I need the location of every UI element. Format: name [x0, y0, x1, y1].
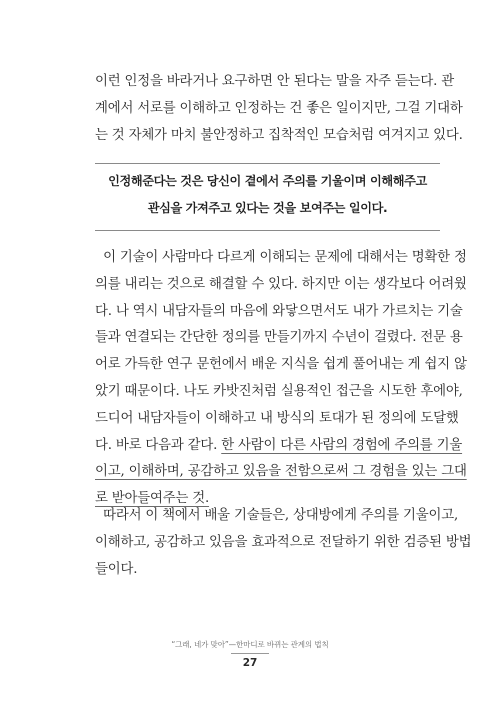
highlight-line-2: 관심을 가져주고 있다는 것을 보여주는 일이다. [147, 201, 388, 215]
text-line: 이해하고, 공감하고 있음을 효과적으로 전달하기 위한 검증된 방법 [95, 534, 472, 550]
paragraph-definition [95, 245, 467, 513]
highlight-line-1: 인정해준다는 것은 당신이 곁에서 주의를 기울이며 이해해주고 [108, 174, 427, 188]
text-line: 이런 인정을 바라거나 요구하면 안 된다는 말을 자주 듣는다. 관 [95, 74, 454, 89]
page-number: 27 [242, 657, 258, 669]
text-line: 계에서 서로를 이해하고 인정하는 건 좋은 일이지만, 그걸 기대하 [95, 100, 463, 116]
footer-divider [231, 653, 269, 654]
text-line [95, 433, 463, 460]
underlined-definition-middle: 이고, 이해하며, 공감하고 있음을 전함으로써 그 경험을 있는 그대 [95, 464, 467, 480]
text-line: 는 것 자체가 마치 불안정하고 집착적인 모습처럼 여겨지고 있다. [95, 127, 463, 143]
running-title: “그래, 네가 맞아”—한마디로 바뀌는 관계의 법칙 [171, 640, 329, 649]
paragraph-intro [95, 69, 463, 149]
underlined-definition-start: 한 사람이 다른 사람의 경험에 주의를 기울 [221, 437, 463, 453]
highlight-quote-box [95, 163, 440, 231]
text-line [95, 503, 459, 530]
text-line: 았기 때문이다. 나도 카밧진처럼 실용적인 접근을 시도한 후에야, [95, 383, 463, 399]
text-line-content: 따라서 이 책에서 배울 기술들은, 상대방에게 주의를 기울이고, [103, 508, 459, 523]
text-line: 들이다. [95, 561, 138, 577]
text-line: 다. 나 역시 내담자들의 마음에 와닿으면서도 내가 가르치는 기술 [95, 303, 463, 319]
highlight-quote [95, 168, 440, 222]
underlined-definition-end: 로 받아들여주는 것. [95, 491, 210, 507]
text-line [95, 245, 467, 272]
page-footer [0, 639, 500, 669]
text-line [95, 459, 467, 486]
paragraph-conclusion [95, 503, 472, 583]
text-line: 들과 연결되는 간단한 정의를 만들기까지 수년이 걸렸다. 전문 용 [95, 330, 463, 346]
text-line: 의를 내리는 것으로 해결할 수 있다. 하지만 이는 생각보다 어려웠 [95, 276, 467, 292]
text-line: 어로 가득한 연구 문헌에서 배운 지식을 쉽게 풀어내는 게 쉽지 않 [95, 357, 467, 373]
text-line-content: 이 기술이 사람마다 다르게 이해되는 문제에 대해서는 명확한 정 [103, 250, 467, 265]
text-line-content: 다. 바로 다음과 같다. [95, 437, 218, 453]
text-line: 드디어 내담자들이 이해하고 내 방식의 토대가 된 정의에 도달했 [95, 410, 459, 426]
